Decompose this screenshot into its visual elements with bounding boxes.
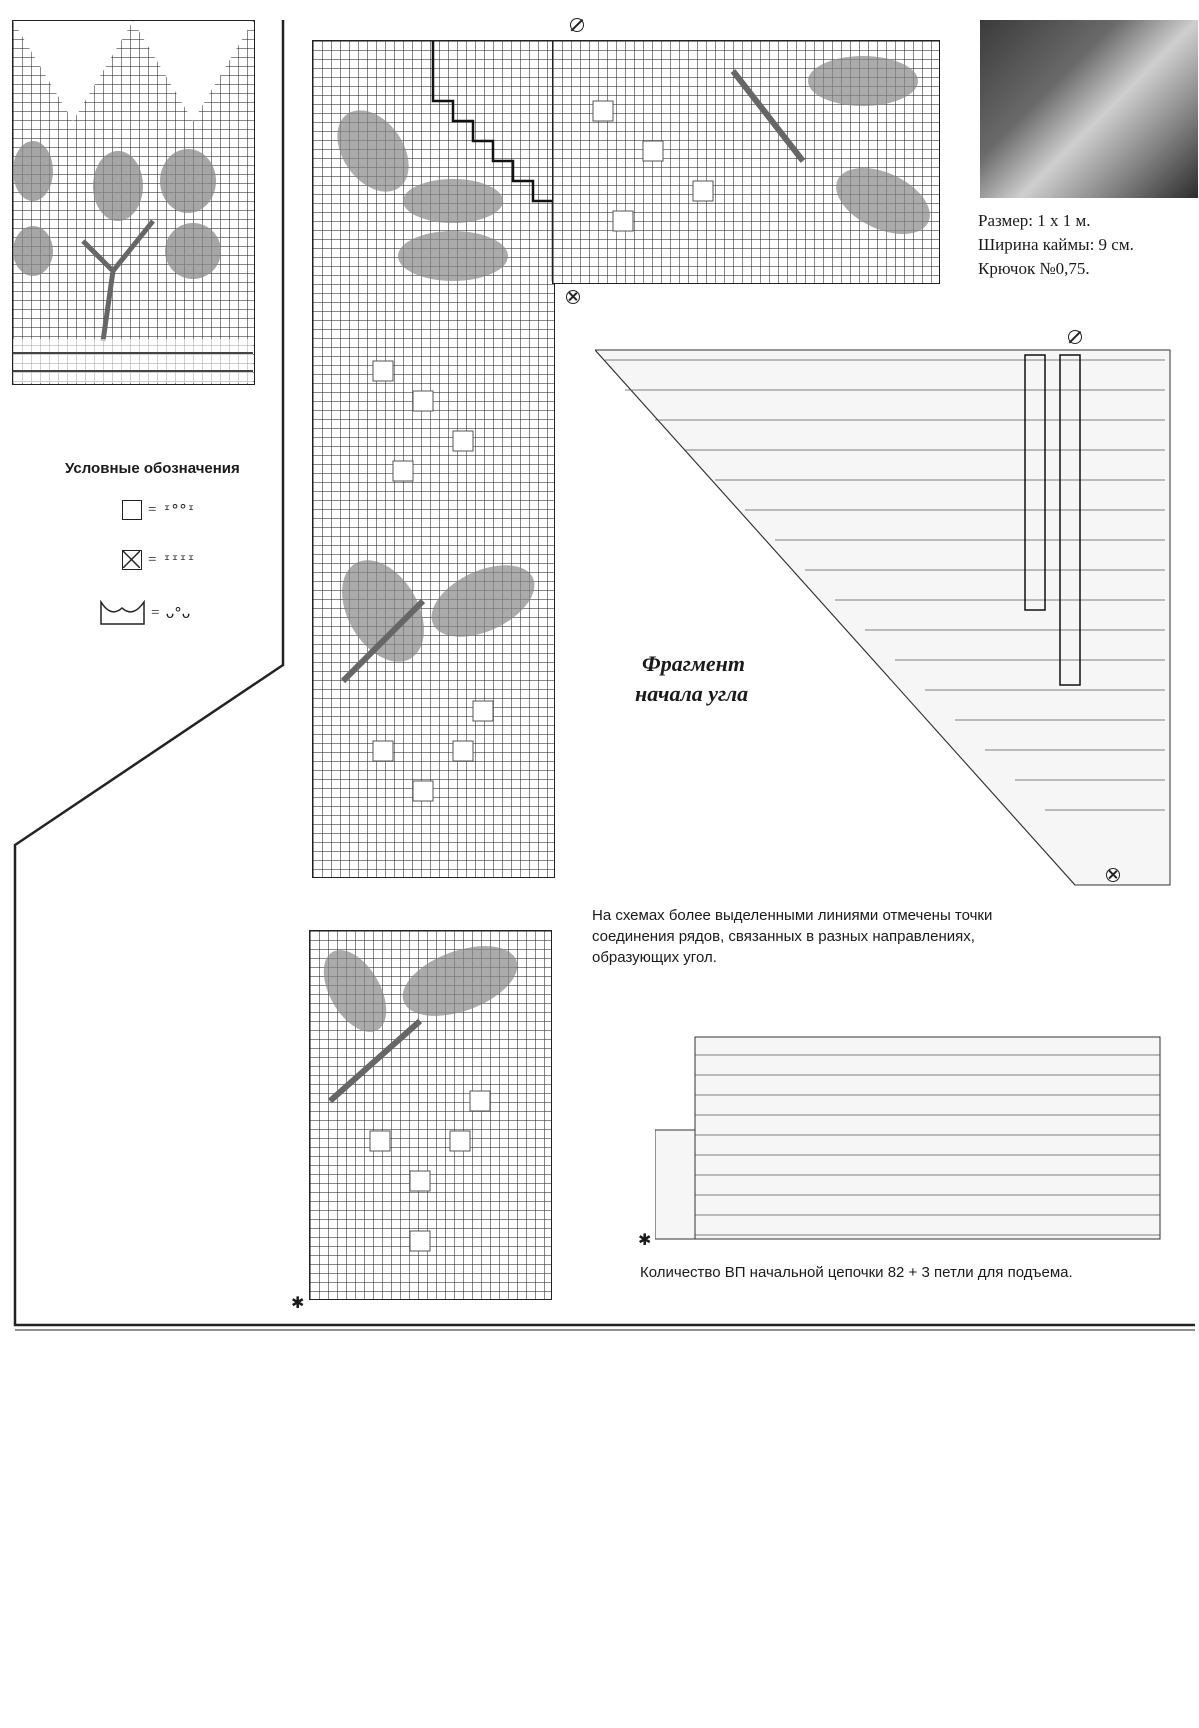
scallop-icon (100, 600, 145, 626)
bottom-filet-chart-motif (310, 931, 550, 1298)
bottom-filet-chart (309, 930, 552, 1300)
start-star-icon: ✱ (291, 1295, 305, 1312)
legend-item-crossed (122, 550, 195, 570)
legend-equals: = (151, 604, 160, 621)
crossed-square-icon (122, 550, 142, 570)
corner-chart-horizontal-motif (553, 41, 938, 282)
joining-note: На схемах более выделенными линиями отмечены точки соединения рядов, связанных в разных направлениях, образующих угол. (592, 907, 993, 966)
corner-fragment-diagram (595, 330, 1175, 890)
border-chart-motif (13, 21, 253, 383)
fragment-title-line2: начала угла (635, 681, 749, 706)
corner-chart-vertical-motif (313, 41, 553, 876)
chain-count-caption: Количество ВП начальной цепочки 82 + 3 петли для подъема. (640, 1264, 1073, 1281)
fragment-title-line1: Фрагмент (642, 651, 745, 676)
fragment-join-marker-icon (1106, 868, 1120, 882)
empty-square-icon (122, 500, 142, 520)
start-marker-icon (570, 18, 584, 32)
legend-equals: = (148, 551, 157, 568)
legend-item-scallop (100, 600, 190, 626)
corner-chart-vertical (312, 40, 555, 878)
fragment-start-marker-icon (1068, 330, 1082, 344)
legend-item-empty (122, 500, 195, 520)
legend-meaning: ᴗ°ᴗ (165, 604, 190, 622)
legend-meaning: ᶦᶦᶦᶦ (162, 551, 195, 569)
bottom-crochet-diagram (655, 1035, 1165, 1245)
corner-chart-horizontal (552, 40, 940, 284)
border-chart-top-left (12, 20, 255, 385)
join-marker-icon (566, 290, 580, 304)
legend-meaning: ᶦ°°ᶦ (162, 501, 195, 519)
legend-equals: = (148, 501, 157, 518)
info-border-width: Ширина каймы: 9 см. (978, 235, 1134, 254)
legend-title: Условные обозначения (65, 460, 240, 477)
product-photo (980, 20, 1198, 198)
info-hook: Крючок №0,75. (978, 259, 1090, 278)
bottom-diagram-star-icon: ✱ (638, 1232, 652, 1249)
info-size: Размер: 1 х 1 м. (978, 211, 1091, 230)
